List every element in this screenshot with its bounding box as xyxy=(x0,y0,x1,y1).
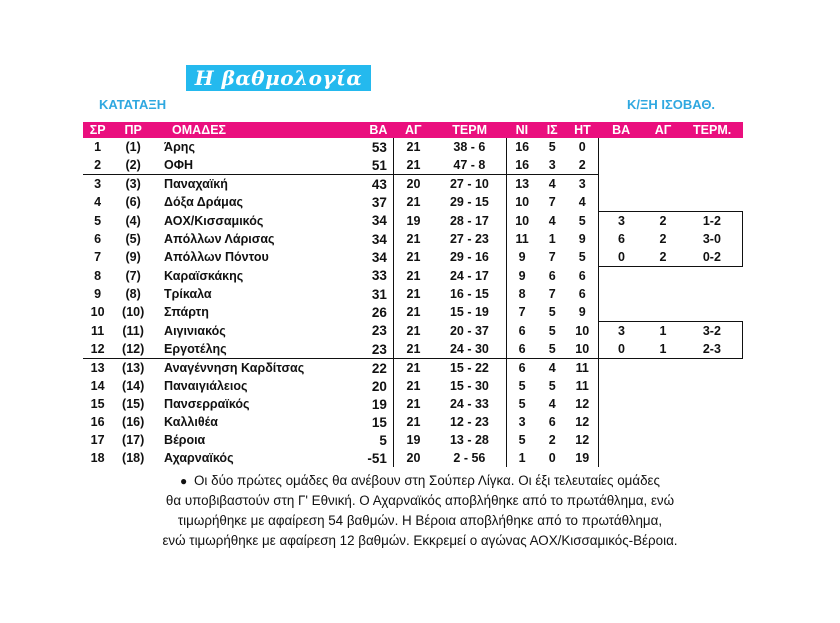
rank-cell: 2 xyxy=(94,158,102,172)
losses-cell: 11 xyxy=(567,359,598,378)
prev-rank-cell: (7) xyxy=(125,268,141,283)
tb-goals-cell xyxy=(682,377,743,395)
games-cell: 21 xyxy=(406,158,421,172)
draws-cell: 7 xyxy=(548,195,556,210)
header-rank: ΣΡ xyxy=(83,122,112,138)
prev-rank-cell: (5) xyxy=(125,232,141,246)
table-row xyxy=(83,267,743,286)
tb-points-cell xyxy=(598,431,644,449)
goals-cell: 27 - 10 xyxy=(433,175,506,194)
games-cell: 19 xyxy=(406,433,421,447)
rank-cell: 3 xyxy=(83,175,112,194)
prev-rank-cell: (9) xyxy=(125,250,141,265)
header-wins: ΝΙ xyxy=(506,122,537,138)
draws-cell: 5 xyxy=(548,342,556,356)
goals-cell: 15 - 30 xyxy=(433,377,506,395)
rank-cell: 9 xyxy=(94,287,102,301)
goals-cell: 28 - 17 xyxy=(433,212,506,231)
tb-goals-cell: 2-3 xyxy=(682,340,743,359)
points-cell: 34 xyxy=(340,212,393,231)
tb-games-cell xyxy=(644,138,682,156)
losses-cell: 6 xyxy=(567,285,598,303)
draws-cell: 4 xyxy=(538,359,567,378)
wins-cell: 5 xyxy=(506,431,537,449)
draws-cell: 6 xyxy=(548,268,556,283)
table-row xyxy=(83,377,743,395)
table-row xyxy=(83,138,743,156)
points-cell: 23 xyxy=(340,340,393,359)
team-name: Δόξα Δράμας xyxy=(164,195,244,210)
rank-cell: 15 xyxy=(90,397,105,411)
tb-points-cell xyxy=(598,377,644,395)
losses-cell: 5 xyxy=(567,212,598,231)
table-row xyxy=(83,212,743,231)
rank-cell: 1 xyxy=(94,140,102,154)
standings-table xyxy=(83,122,743,467)
losses-cell: 12 xyxy=(567,395,598,413)
team-name: Αιγινιακός xyxy=(164,323,226,338)
games-cell: 21 xyxy=(406,397,421,411)
tb-goals-cell: 3-2 xyxy=(682,322,743,341)
team-name: Βέροια xyxy=(164,433,206,447)
points-cell: 34 xyxy=(340,230,393,248)
tb-points-cell: 3 xyxy=(598,212,644,231)
games-cell: 21 xyxy=(406,250,421,265)
goals-cell: 24 - 17 xyxy=(433,267,506,286)
draws-cell: 6 xyxy=(548,415,556,429)
tb-goals-cell: 0-2 xyxy=(682,248,743,267)
wins-cell: 11 xyxy=(506,230,537,248)
goals-cell: 29 - 15 xyxy=(433,193,506,212)
tb-goals-cell xyxy=(682,193,743,212)
tb-points-cell xyxy=(598,156,644,175)
wins-cell: 5 xyxy=(506,377,537,395)
games-cell: 21 xyxy=(406,342,421,356)
header-tb-points: ΒΑ xyxy=(598,122,644,138)
tb-points-cell: 6 xyxy=(617,232,625,246)
wins-cell: 16 xyxy=(506,156,537,175)
points-cell: 34 xyxy=(340,248,393,267)
tb-goals-cell xyxy=(682,449,743,467)
tb-games-cell xyxy=(644,156,682,175)
goals-cell: 15 - 22 xyxy=(433,359,506,378)
tb-points-cell: 0 xyxy=(598,248,644,267)
prev-rank-cell: (16) xyxy=(122,415,145,429)
losses-cell: 10 xyxy=(567,322,598,341)
tb-games-cell xyxy=(644,395,682,413)
points-cell: 31 xyxy=(340,285,393,303)
tb-games-cell xyxy=(644,285,682,303)
games-cell: 21 xyxy=(406,140,421,154)
losses-cell: 3 xyxy=(567,175,598,194)
wins-cell: 3 xyxy=(506,413,537,431)
goals-cell: 16 - 15 xyxy=(433,285,506,303)
table-row xyxy=(83,413,743,431)
tb-goals-cell xyxy=(682,303,743,322)
tb-goals-cell xyxy=(682,138,743,156)
points-cell: -51 xyxy=(340,449,393,467)
header-tb-goals: ΤΕΡΜ. xyxy=(682,122,743,138)
table-row xyxy=(83,285,743,303)
tb-goals-cell: 1-2 xyxy=(682,212,743,231)
losses-cell: 6 xyxy=(567,267,598,286)
team-name: ΑΟΧ/Κισσαμικός xyxy=(164,213,264,228)
page-title: Η βαθμολογία xyxy=(194,66,363,90)
wins-cell: 13 xyxy=(506,175,537,194)
goals-cell: 15 - 19 xyxy=(433,303,506,322)
prev-rank-cell: (15) xyxy=(122,397,145,411)
wins-cell: 8 xyxy=(506,285,537,303)
rank-cell: 7 xyxy=(94,250,102,265)
wins-cell: 10 xyxy=(506,212,537,231)
goals-cell: 20 - 37 xyxy=(433,322,506,341)
games-cell: 21 xyxy=(406,323,421,338)
header-losses: ΗΤ xyxy=(567,122,598,138)
tb-points-cell xyxy=(598,359,644,378)
header-games: ΑΓ xyxy=(393,122,433,138)
rank-cell: 8 xyxy=(94,268,102,283)
points-cell: 15 xyxy=(340,413,393,431)
wins-cell: 16 xyxy=(506,138,537,156)
points-cell: 5 xyxy=(340,431,393,449)
team-name: Πανσερραϊκός xyxy=(164,397,250,411)
points-cell: 51 xyxy=(340,156,393,175)
losses-cell: 12 xyxy=(567,431,598,449)
losses-cell: 9 xyxy=(567,230,598,248)
footnote xyxy=(90,471,750,551)
rank-cell: 4 xyxy=(94,195,102,210)
tb-points-cell xyxy=(598,285,644,303)
prev-rank-cell: (13) xyxy=(112,359,154,378)
goals-cell: 47 - 8 xyxy=(433,156,506,175)
rank-cell: 6 xyxy=(94,232,102,246)
tb-goals-cell xyxy=(682,267,743,286)
wins-cell: 5 xyxy=(506,395,537,413)
header-points: ΒΑ xyxy=(340,122,393,138)
points-cell: 22 xyxy=(340,359,393,378)
draws-cell: 7 xyxy=(548,250,556,265)
games-cell: 21 xyxy=(406,268,421,283)
prev-rank-cell: (18) xyxy=(122,451,145,465)
losses-cell: 10 xyxy=(567,340,598,359)
table-row xyxy=(83,156,743,175)
wins-cell: 6 xyxy=(506,359,537,378)
wins-cell: 10 xyxy=(506,193,537,212)
rank-cell: 17 xyxy=(90,433,105,447)
team-name: ΟΦΗ xyxy=(164,158,194,172)
goals-cell: 12 - 23 xyxy=(433,413,506,431)
tb-goals-cell xyxy=(682,395,743,413)
goals-cell: 38 - 6 xyxy=(433,138,506,156)
table-row xyxy=(83,248,743,267)
points-cell: 53 xyxy=(340,138,393,156)
prev-rank-cell: (6) xyxy=(125,195,141,210)
prev-rank-cell: (2) xyxy=(125,158,141,172)
tb-points-cell xyxy=(598,449,644,467)
rank-cell: 18 xyxy=(90,451,105,465)
rank-cell: 13 xyxy=(83,359,112,378)
points-cell: 33 xyxy=(340,267,393,286)
prev-rank-cell: (8) xyxy=(125,287,141,301)
tb-games-cell xyxy=(644,431,682,449)
team-name: Παναχαϊκή xyxy=(154,175,340,194)
wins-cell: 9 xyxy=(506,248,537,267)
prev-rank-cell: (1) xyxy=(125,140,141,154)
table-row xyxy=(83,193,743,212)
games-cell: 21 xyxy=(406,232,421,246)
team-name: Αναγέννηση Καρδίτσας xyxy=(154,359,340,378)
table-row xyxy=(83,303,743,322)
team-name: Άρης xyxy=(164,140,195,154)
games-cell: 21 xyxy=(393,359,433,378)
prev-rank-cell: (10) xyxy=(122,305,145,320)
wins-cell: 9 xyxy=(506,267,537,286)
table-row xyxy=(83,431,743,449)
tb-games-cell xyxy=(644,449,682,467)
wins-cell: 6 xyxy=(506,340,537,359)
prev-rank-cell: (11) xyxy=(122,323,144,338)
losses-cell: 0 xyxy=(567,138,598,156)
points-cell: 23 xyxy=(340,322,393,341)
tb-points-cell xyxy=(598,267,644,286)
games-cell: 21 xyxy=(406,379,421,393)
header-tb-games: ΑΓ xyxy=(644,122,682,138)
rank-cell: 12 xyxy=(90,342,105,356)
draws-cell: 5 xyxy=(548,140,556,154)
team-name: Παναιγιάλειος xyxy=(164,379,248,393)
losses-cell: 4 xyxy=(567,193,598,212)
table-row xyxy=(83,359,743,378)
tb-goals-cell xyxy=(682,431,743,449)
footnote-line: Οι δύο πρώτες ομάδες θα ανέβουν στη Σούπερ Λίγκα. Οι έξι τελευταίες ομάδες xyxy=(194,473,660,488)
table-row xyxy=(83,340,743,359)
draws-cell: 5 xyxy=(548,379,556,393)
team-name: Καλλιθέα xyxy=(164,415,218,429)
games-cell: 21 xyxy=(406,415,421,429)
tb-games-cell: 2 xyxy=(644,212,682,231)
tb-games-cell xyxy=(644,377,682,395)
table-row xyxy=(83,175,743,194)
tb-games-cell xyxy=(644,193,682,212)
rank-cell: 16 xyxy=(90,415,105,429)
tb-games-cell xyxy=(644,175,682,194)
goals-cell: 2 - 56 xyxy=(433,449,506,467)
games-cell: 21 xyxy=(406,287,421,301)
prev-rank-cell: (14) xyxy=(122,379,145,393)
rank-cell: 5 xyxy=(94,213,102,228)
losses-cell: 19 xyxy=(567,449,598,467)
games-cell: 21 xyxy=(406,305,421,320)
header-draws: ΙΣ xyxy=(538,122,567,138)
draws-cell: 5 xyxy=(548,305,556,320)
header-row xyxy=(83,122,743,138)
goals-cell: 27 - 23 xyxy=(433,230,506,248)
tiebreak-label: Κ/ΞΗ ΙΣΟΒΑΘ. xyxy=(627,97,716,112)
tb-goals-cell xyxy=(682,413,743,431)
team-name: Αχαρναϊκός xyxy=(164,451,234,465)
losses-cell: 12 xyxy=(567,413,598,431)
team-name: Καραϊσκάκης xyxy=(164,268,244,283)
standings-label: ΚΑΤΑΤΑΞΗ xyxy=(99,97,167,112)
prev-rank-cell: (3) xyxy=(112,175,154,194)
goals-cell: 13 - 28 xyxy=(433,431,506,449)
header-goals: ΤΕΡΜ xyxy=(433,122,506,138)
tb-games-cell: 2 xyxy=(659,232,667,246)
team-name: Απόλλων Λάρισας xyxy=(164,232,275,246)
points-cell: 19 xyxy=(340,395,393,413)
tb-games-cell xyxy=(644,359,682,378)
footnote-line: θα υποβιβαστούν στη Γ' Εθνική. Ο Αχαρναϊκός αποβλήθηκε από το πρωτάθλημα, ενώ xyxy=(165,493,675,508)
tb-games-cell: 2 xyxy=(644,248,682,267)
tb-points-cell: 3 xyxy=(598,322,644,341)
draws-cell: 4 xyxy=(538,175,567,194)
draws-cell: 0 xyxy=(548,451,556,465)
draws-cell: 5 xyxy=(548,323,556,338)
tb-games-cell xyxy=(644,413,682,431)
draws-cell: 1 xyxy=(548,232,556,246)
tb-games-cell: 1 xyxy=(644,340,682,359)
draws-cell: 4 xyxy=(548,213,556,228)
bullet-icon: ● xyxy=(180,474,188,488)
tb-points-cell xyxy=(598,413,644,431)
draws-cell: 7 xyxy=(548,287,556,301)
tb-points-cell xyxy=(598,193,644,212)
prev-rank-cell: (4) xyxy=(125,213,141,228)
wins-cell: 7 xyxy=(506,303,537,322)
tb-points-cell: 0 xyxy=(598,340,644,359)
tb-goals-cell xyxy=(682,156,743,175)
goals-cell: 24 - 33 xyxy=(433,395,506,413)
tb-games-cell: 1 xyxy=(644,322,682,341)
tb-games-cell xyxy=(644,303,682,322)
rank-cell: 10 xyxy=(90,305,105,320)
tb-goals-cell xyxy=(682,359,743,378)
goals-cell: 29 - 16 xyxy=(433,248,506,267)
games-cell: 20 xyxy=(406,451,421,465)
tb-points-cell xyxy=(598,175,644,194)
table-row xyxy=(83,230,743,248)
games-cell: 20 xyxy=(393,175,433,194)
header-prev-rank: ΠΡ xyxy=(112,122,154,138)
tb-goals-cell xyxy=(682,175,743,194)
header-teams: ΟΜΑΔΕΣ xyxy=(154,122,340,138)
team-name: Τρίκαλα xyxy=(164,287,212,301)
tb-points-cell xyxy=(598,138,644,156)
tb-goals-cell: 3-0 xyxy=(682,230,743,248)
losses-cell: 2 xyxy=(567,156,598,175)
team-name: Εργοτέλης xyxy=(164,342,227,356)
losses-cell: 5 xyxy=(567,248,598,267)
wins-cell: 6 xyxy=(506,322,537,341)
prev-rank-cell: (17) xyxy=(122,433,145,447)
table-row xyxy=(83,395,743,413)
draws-cell: 2 xyxy=(548,433,556,447)
tb-goals-cell xyxy=(682,285,743,303)
tb-games-cell xyxy=(644,267,682,286)
wins-cell: 1 xyxy=(506,449,537,467)
prev-rank-cell: (12) xyxy=(122,342,145,356)
table-row xyxy=(83,322,743,341)
points-cell: 20 xyxy=(340,377,393,395)
tb-points-cell xyxy=(598,395,644,413)
points-cell: 37 xyxy=(340,193,393,212)
title-banner xyxy=(186,65,371,91)
losses-cell: 11 xyxy=(567,377,598,395)
team-name: Σπάρτη xyxy=(164,305,209,320)
rank-cell: 14 xyxy=(90,379,105,393)
points-cell: 26 xyxy=(340,303,393,322)
table-row xyxy=(83,449,743,467)
games-cell: 19 xyxy=(406,213,421,228)
points-cell: 43 xyxy=(340,175,393,194)
goals-cell: 24 - 30 xyxy=(433,340,506,359)
footnote-line: τιμωρήθηκε με αφαίρεση 54 βαθμών. Η Βέροια αποβλήθηκε από το πρωτάθλημα, xyxy=(177,513,663,528)
draws-cell: 4 xyxy=(548,397,556,411)
team-name: Απόλλων Πόντου xyxy=(164,250,269,265)
footnote-line: ενώ τιμωρήθηκε με αφαίρεση 12 βαθμών. Εκκρεμεί ο αγώνας ΑΟΧ/Κισσαμικός-Βέροια. xyxy=(162,533,678,548)
tb-points-cell xyxy=(598,303,644,322)
rank-cell: 11 xyxy=(91,323,105,338)
draws-cell: 3 xyxy=(548,158,556,172)
games-cell: 21 xyxy=(406,195,421,210)
losses-cell: 9 xyxy=(567,303,598,322)
